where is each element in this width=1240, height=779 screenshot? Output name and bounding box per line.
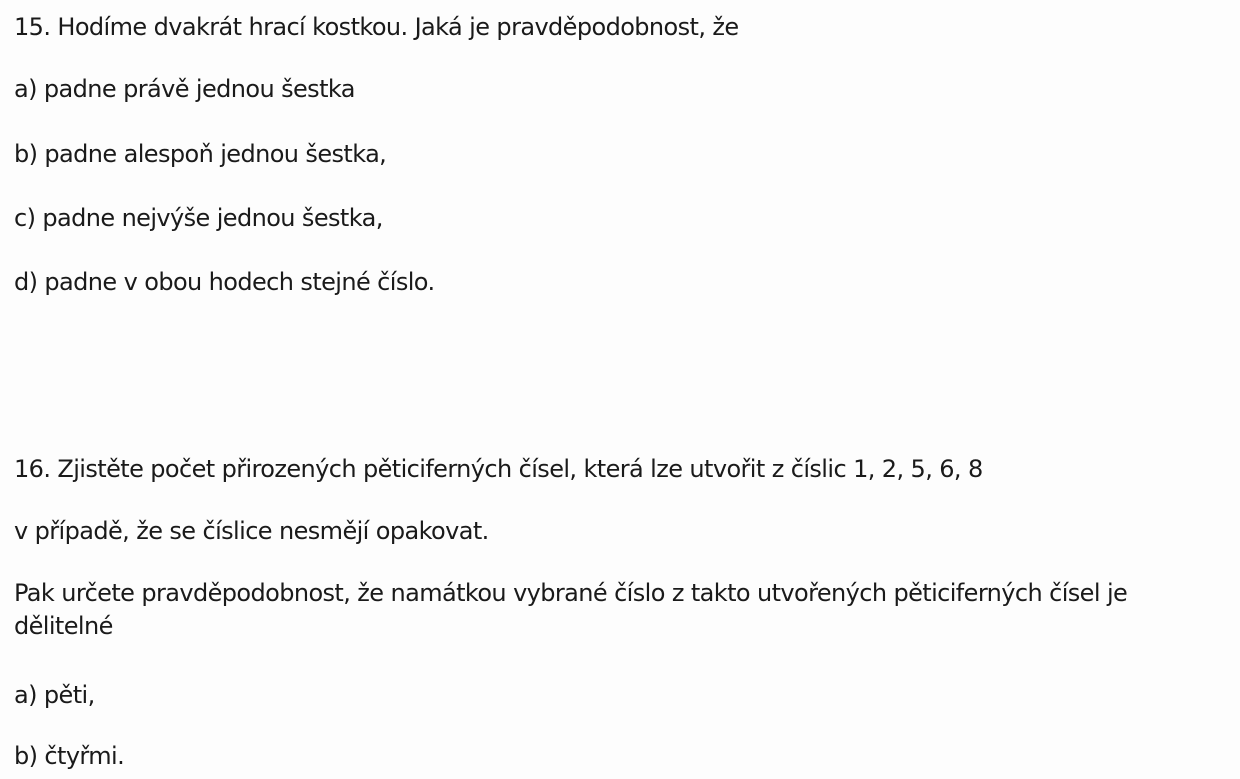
problem-15-item-a: a) padne právě jednou šestka [14, 75, 355, 103]
problem-16-question: Pak určete pravděpodobnost, že namátkou vybrané číslo z takto utvořených pěticiferných čísel je dělitelné [14, 579, 1128, 640]
problem-15-item-b: b) padne alespoň jednou šestka, [14, 140, 387, 168]
problem-15-heading: 15. Hodíme dvakrát hrací kostkou. Jaká je pravděpodobnost, že [14, 13, 739, 41]
problem-15-item-d: d) padne v obou hodech stejné číslo. [14, 268, 435, 296]
problem-16-heading-continued: v případě, že se číslice nesmějí opakovat. [14, 517, 489, 545]
problem-15-item-c: c) padne nejvýše jednou šestka, [14, 204, 383, 232]
problem-16-item-a: a) pěti, [14, 681, 95, 709]
problem-16-heading: 16. Zjistěte počet přirozených pěticiferných čísel, která lze utvořit z číslic 1, 2, 5, 6, 8 [14, 455, 983, 483]
problem-16-item-b: b) čtyřmi. [14, 742, 125, 770]
